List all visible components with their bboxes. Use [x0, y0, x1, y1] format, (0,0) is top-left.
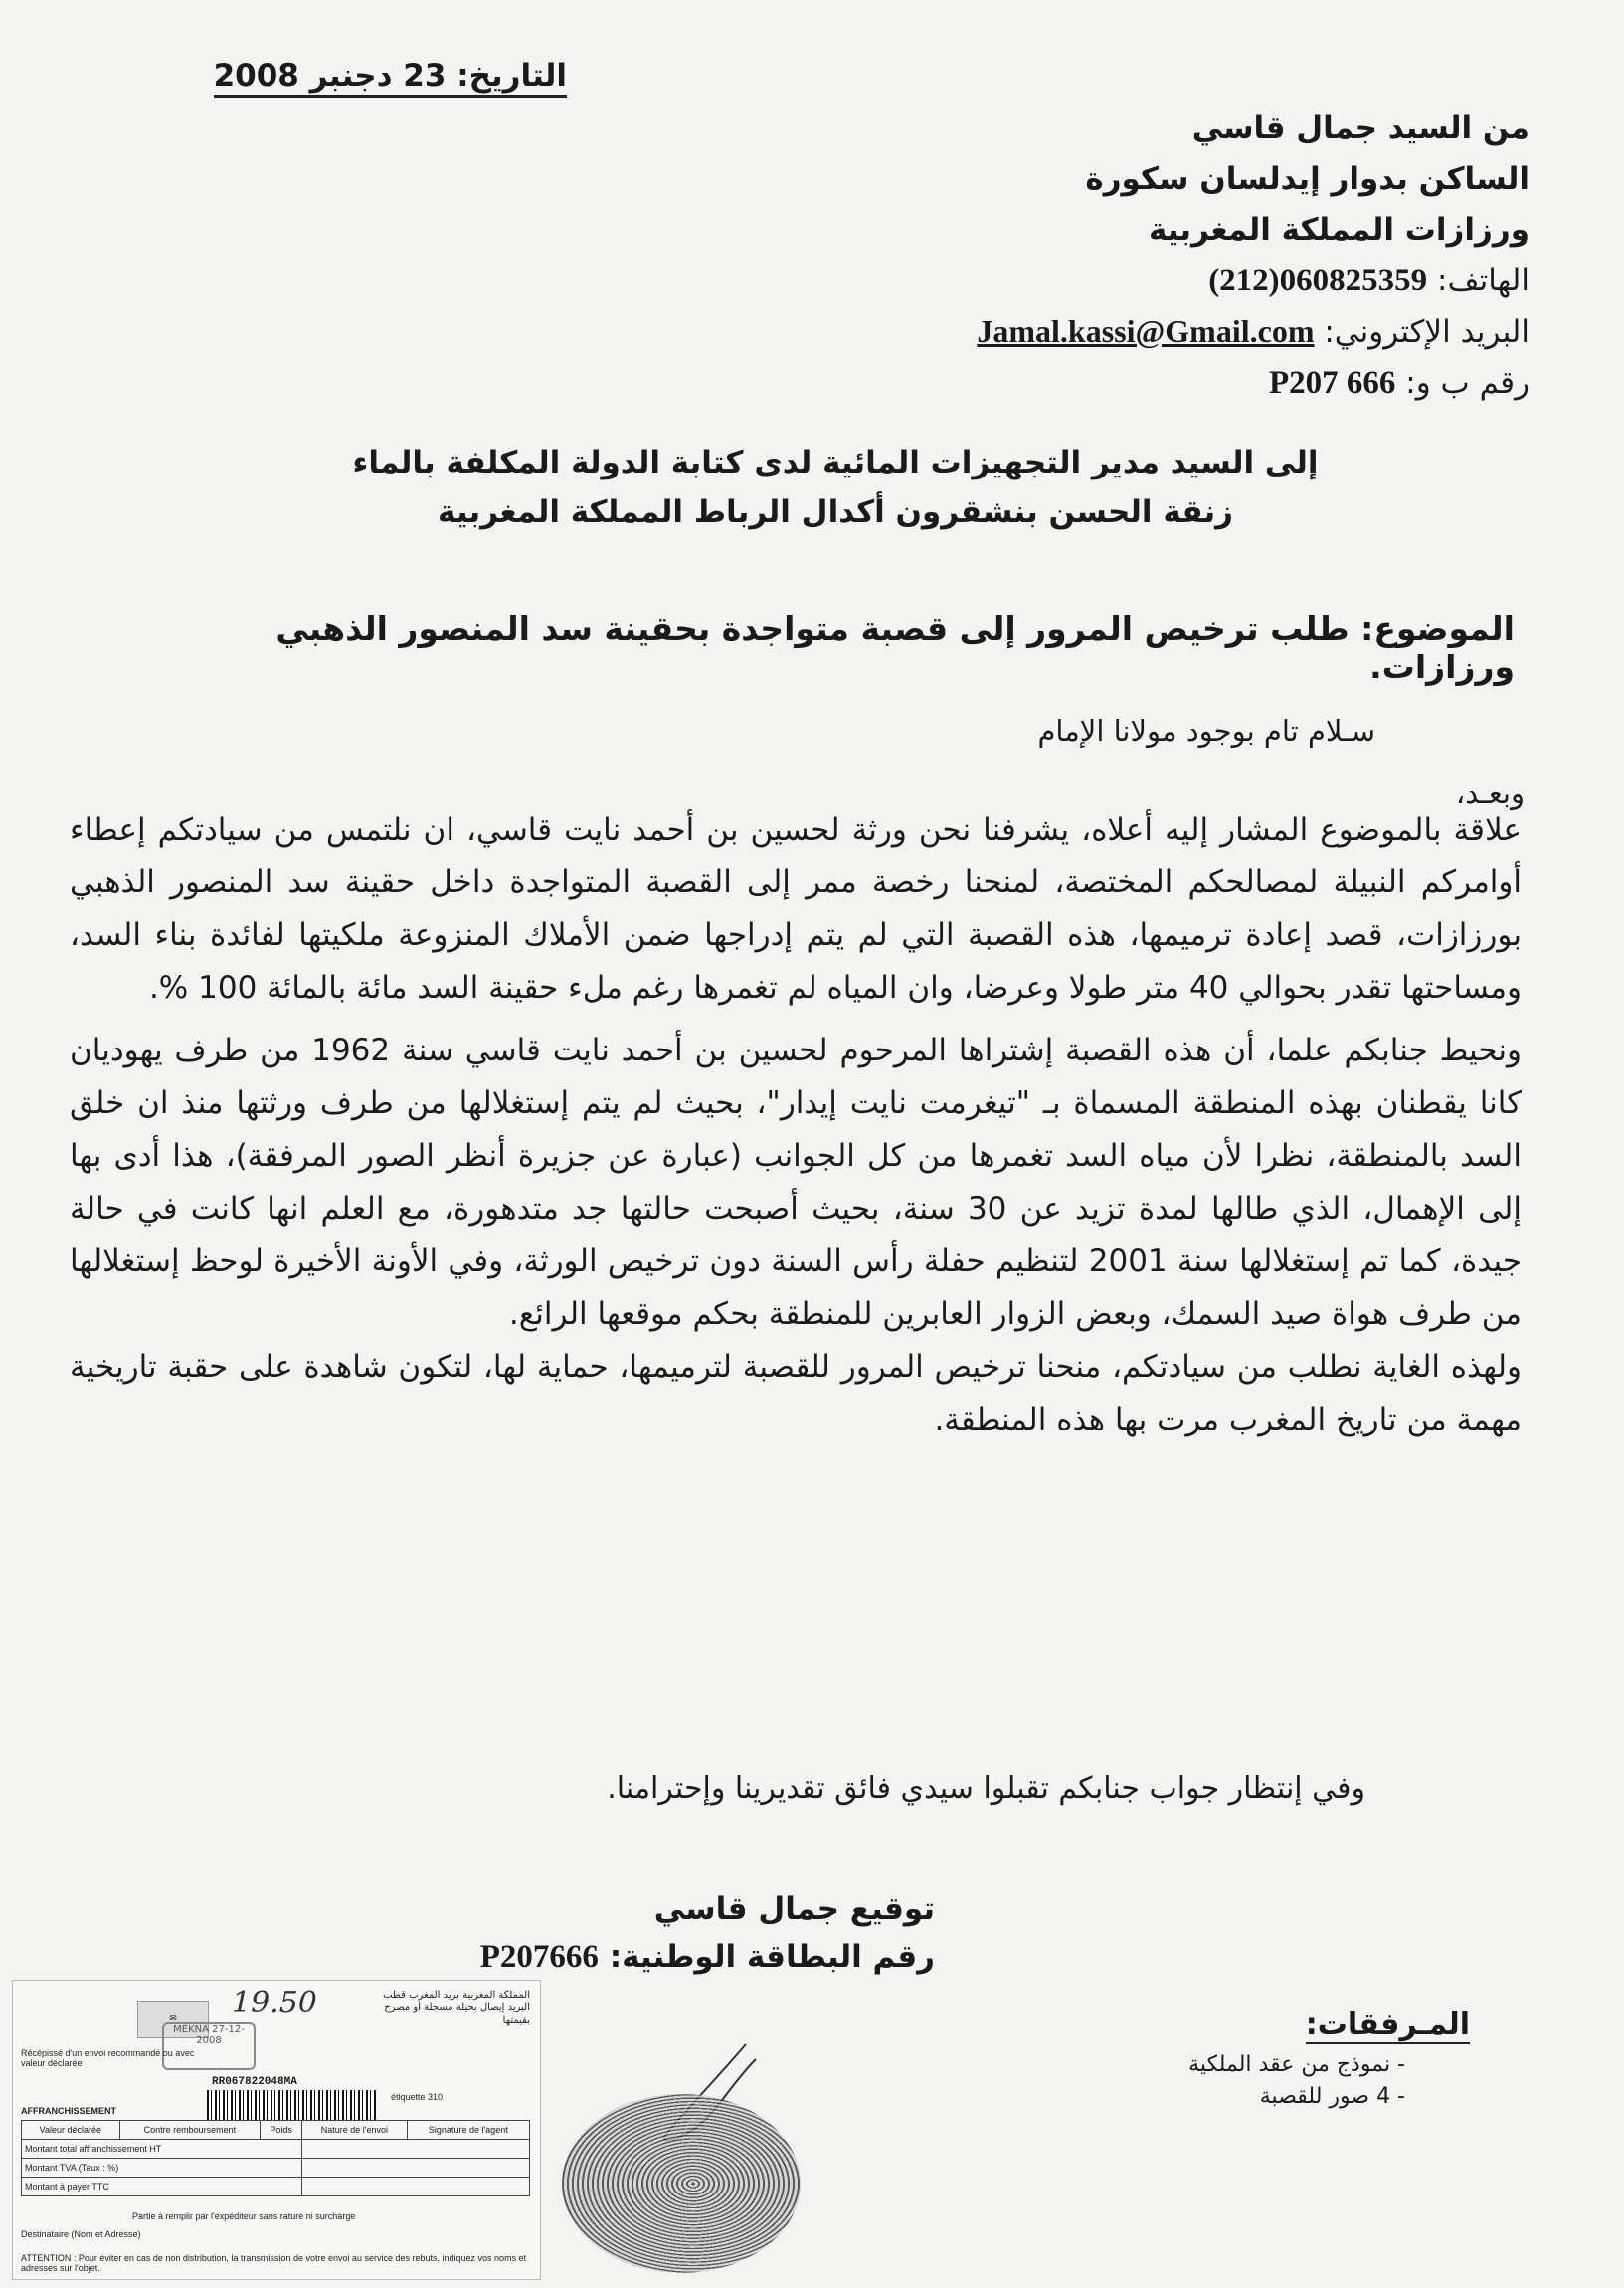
- sender-address: الساكن بدوار إيدلسان سكورة: [1085, 161, 1530, 197]
- attachment-item: - نموذج من عقد الملكية: [1188, 2052, 1405, 2077]
- signature-block: [438, 1885, 935, 1981]
- sender-instructions: Partie à remplir par l'expéditeur sans rature ni surcharge: [132, 2211, 356, 2221]
- receipt-table: [21, 2120, 530, 2196]
- barcode: [207, 2090, 376, 2120]
- closing-line: وفي إنتظار جواب جنابكم تقبلوا سيدي فائق تقديرينا وإحترامنا.: [607, 1771, 1365, 1806]
- poste-logo: ✉: [137, 2001, 209, 2038]
- recipient-line-2: زنقة الحسن بنشقرون أكدال الرباط المملكة المغربية: [438, 494, 1233, 530]
- phone-label: الهاتف:: [1437, 263, 1530, 298]
- body-paragraph-1: علاقة بالموضوع المشار إليه أعلاه، يشرفنا نحن ورثة لحسين بن أحمد نايت قاسي، ان نلتمس من سيادتكم إعطاء أوامركم النبيلة لمصالحكم المختصة، لمنحنا رخصة ممر إلى القصبة المتواجدة داخل حقينة سد المنصور الذهبي بورزازات، قصد إعادة ترميمها، هذه القصبة التي لم يتم إدراجها ضمن الأملاك المنزوعة ملكيتها لفائدة بناء السد، ومساحتها تقدر بحوالي 40 متر طولا وعرضا، وان المياه لم تغمرها رغم ملء حقينة السد مائة بالمائة 100 %.: [70, 812, 1522, 1006]
- national-id-line: [438, 1933, 935, 1981]
- receipt-arabic-header: المملكة المغربية بريد المغرب قطب البريد إيصال بحيلة مسجلة أو مصرح بقيمتها: [383, 1990, 530, 2026]
- col-nature: Nature de l'envoi: [302, 2121, 408, 2140]
- destinataire-label: Destinataire (Nom et Adresse): [21, 2229, 141, 2239]
- postmark-stamp: MEKNA 27-12-2008: [162, 2022, 256, 2070]
- tracking-code: RR067822048MA: [212, 2076, 297, 2088]
- recipient-block: [239, 438, 1432, 537]
- body-paragraph-3: ولهذه الغاية نطلب من سيادتكم، منحنا ترخيص المرور للقصبة لترميمها، حماية لها، لتكون شاهدة على حقبة تاريخية مهمة من تاريخ المغرب مرت بها هذه المنطقة.: [70, 1349, 1522, 1437]
- attachments-list: [1087, 2049, 1405, 2113]
- sender-name: من السيد جمال قاسي: [1191, 110, 1530, 146]
- email-value[interactable]: Jamal.kassi@Gmail.com: [977, 313, 1315, 349]
- id-label: رقم ب و:: [1405, 365, 1530, 401]
- handwritten-amount: 19.50: [232, 1986, 317, 2020]
- letter-date: التاريخ: 23 دجنبر 2008: [189, 58, 567, 94]
- sender-email-line: [634, 306, 1530, 358]
- greeting: سـلام تام بوجود مولانا الإمام: [1037, 714, 1375, 748]
- sender-region: ورزازات المملكة المغربية: [1148, 212, 1530, 248]
- attachments-title: المـرفقات:: [1305, 2007, 1470, 2042]
- letter-body: [70, 804, 1522, 1446]
- postal-receipt: [12, 1980, 541, 2280]
- fingerprint: [562, 2094, 801, 2273]
- phone-value: (212)060825359: [1208, 263, 1428, 298]
- etiquette-label: étiquette 310: [391, 2092, 444, 2102]
- sender-block: [634, 103, 1530, 409]
- letter-subject: الموضوع: طلب ترخيص المرور إلى قصبة متواجدة بحقينة سد المنصور الذهبي ورزازات.: [275, 609, 1515, 686]
- signature-name: توقيع جمال قاسي: [653, 1891, 935, 1927]
- attachment-item: - 4 صور للقصبة: [1259, 2084, 1405, 2109]
- email-label: البريد الإكتروني:: [1324, 314, 1530, 350]
- sender-phone-line: [634, 256, 1530, 306]
- body-paragraph-2: ونحيط جنابكم علما، أن هذه القصبة إشتراها المرحوم لحسين بن أحمد نايت قاسي سنة 1962 من طرف يهوديان كانا يقطنان بهذه المنطقة المسماة بـ "تيغرمت نايت إيدار"، بحيث لم يتم إستغلالها من طرف ورثتها منذ ان خلق السد بالمنطقة، نظرا لأن مياه السد تغمرها من كل الجوانب (عبارة عن جزيرة أنظر الصور المرفقة)، هذا أدى بها إلى الإهمال، الذي طالها لمدة تزيد عن 30 سنة، بحيث أصبحت حالتها جد متدهورة، مع العلم انها كانت في حالة جيدة، كما تم إستغلالها سنة 2001 لتنظيم حفلة رأس السنة دون ترخيص الورثة، وفي الأونة الأخيرة لوحظ إستغلالها من طرف هواة صيد السمك، وبعض الزوار العابرين للمنطقة بحكم موقعها الرائع.: [70, 1033, 1522, 1332]
- row-tva: Montant TVA (Taux : %): [22, 2159, 302, 2178]
- sender-id-line: [634, 358, 1530, 409]
- recipient-line-1: إلى السيد مدير التجهيزات المائية لدى كتابة الدولة المكلفة بالماء: [352, 445, 1319, 480]
- row-total-ht: Montant total affranchissement HT: [22, 2140, 302, 2159]
- national-id-label: رقم البطاقة الوطنية:: [609, 1939, 935, 1975]
- col-signature: Signature de l'agent: [407, 2121, 529, 2140]
- national-id-value: P207666: [479, 1939, 599, 1975]
- attention-note: ATTENTION : Pour éviter en cas de non distribution, la transmission de votre envoi au service des rebuts, indiquez vos noms et adresses sur l'objet.: [21, 2253, 527, 2273]
- affranchissement-label: AFFRANCHISSEMENT: [21, 2106, 116, 2116]
- col-valeur: Valeur déclarée: [22, 2121, 120, 2140]
- col-poids: Poids: [261, 2121, 302, 2140]
- col-remboursement: Contre remboursement: [119, 2121, 260, 2140]
- row-ttc: Montant à payer TTC: [22, 2178, 302, 2196]
- id-value: P207 666: [1268, 365, 1396, 401]
- receipt-title: Récépissé d'un envoi recommandé ou avec valeur déclarée: [21, 2048, 195, 2068]
- wabad: وبعـد،: [1455, 776, 1525, 810]
